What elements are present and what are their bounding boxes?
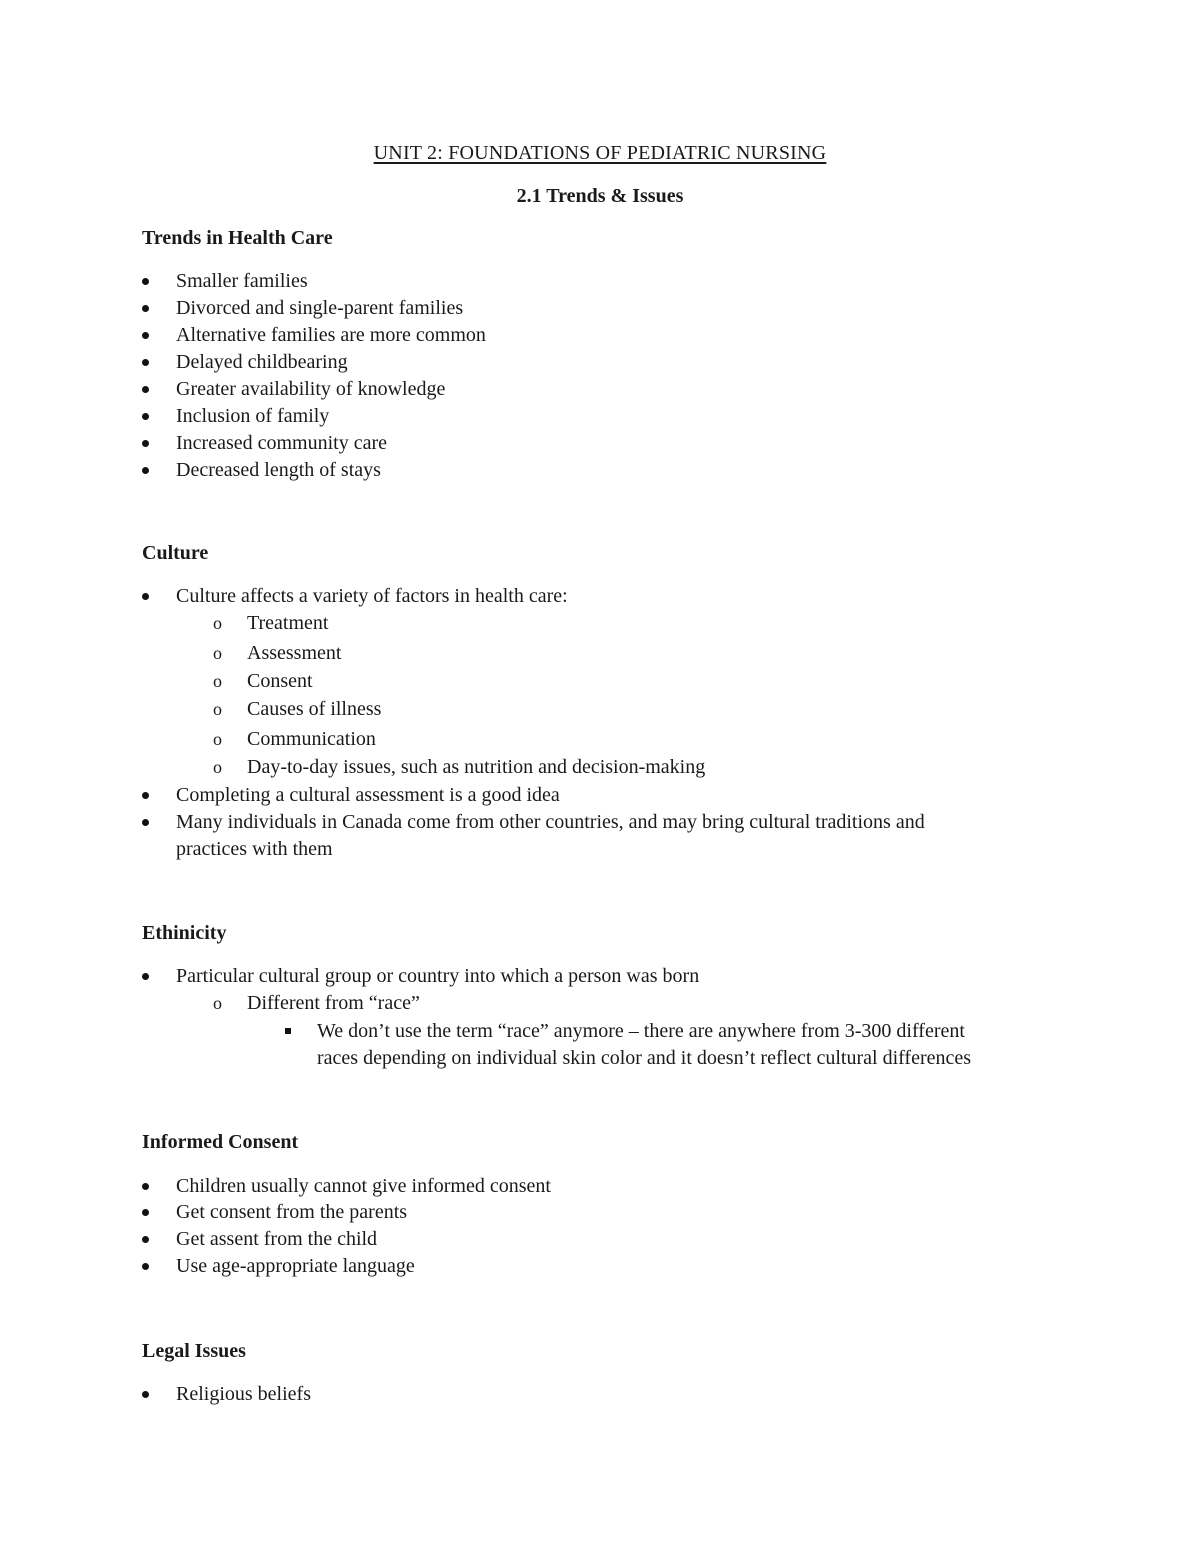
hollow-bullet-icon: o xyxy=(213,729,222,749)
section-heading-ethnicity: Ethinicity xyxy=(142,922,227,944)
section-heading-culture: Culture xyxy=(142,542,209,564)
bullet-icon xyxy=(142,593,149,600)
square-bullet-icon xyxy=(285,1028,291,1034)
section-heading-informed-consent: Informed Consent xyxy=(142,1131,299,1153)
list-item: Smaller families xyxy=(176,268,308,295)
bullet-icon xyxy=(142,359,149,366)
sub-list-item: o Consent xyxy=(247,668,313,695)
list-item: Culture affects a variety of factors in health care: xyxy=(176,583,568,610)
document-title: UNIT 2: FOUNDATIONS OF PEDIATRIC NURSING xyxy=(373,142,827,164)
list-item-continuation: races depending on individual skin color and it doesn’t reflect cultural differences xyxy=(317,1047,972,1069)
hollow-bullet-icon: o xyxy=(213,643,222,663)
list-item: Many individuals in Canada come from other countries, and may bring cultural traditions and xyxy=(176,809,925,836)
list-item: Inclusion of family xyxy=(176,403,329,430)
hollow-bullet-icon: o xyxy=(213,613,222,633)
hollow-bullet-icon: o xyxy=(213,671,222,691)
bullet-icon xyxy=(142,819,149,826)
list-item: Completing a cultural assessment is a good idea xyxy=(176,782,560,809)
list-item: Decreased length of stays xyxy=(176,457,381,484)
bullet-icon xyxy=(142,1391,149,1398)
list-item: Get assent from the child xyxy=(176,1226,377,1253)
sub-list-item: o Assessment xyxy=(247,640,341,667)
bullet-icon xyxy=(142,278,149,285)
list-item: Greater availability of knowledge xyxy=(176,376,445,403)
document-subtitle: 2.1 Trends & Issues xyxy=(516,185,684,207)
sub-sub-list-item: We don’t use the term “race” anymore – there are anywhere from 3-300 different xyxy=(317,1018,965,1045)
hollow-bullet-icon: o xyxy=(213,699,222,719)
bullet-icon xyxy=(142,467,149,474)
sub-list-item: o Different from “race” xyxy=(247,990,420,1017)
sub-list-item: o Treatment xyxy=(247,610,328,637)
list-item: Delayed childbearing xyxy=(176,349,348,376)
hollow-bullet-icon: o xyxy=(213,757,222,777)
bullet-icon xyxy=(142,305,149,312)
bullet-icon xyxy=(142,1263,149,1270)
list-item: Alternative families are more common xyxy=(176,322,486,349)
list-item: Religious beliefs xyxy=(176,1381,311,1408)
list-item: Children usually cannot give informed consent xyxy=(176,1173,551,1200)
bullet-icon xyxy=(142,973,149,980)
bullet-icon xyxy=(142,332,149,339)
sub-list-item: o Day-to-day issues, such as nutrition and decision-making xyxy=(247,754,705,781)
section-heading-trends: Trends in Health Care xyxy=(142,227,333,249)
bullet-icon xyxy=(142,1183,149,1190)
list-item: Increased community care xyxy=(176,430,387,457)
bullet-icon xyxy=(142,1209,149,1216)
sub-list-item: o Causes of illness xyxy=(247,696,381,723)
bullet-icon xyxy=(142,1236,149,1243)
list-item: Get consent from the parents xyxy=(176,1199,407,1226)
list-item: Particular cultural group or country into which a person was born xyxy=(176,963,699,990)
list-item: Use age-appropriate language xyxy=(176,1253,415,1280)
hollow-bullet-icon: o xyxy=(213,993,222,1013)
list-item: Divorced and single-parent families xyxy=(176,295,463,322)
section-heading-legal-issues: Legal Issues xyxy=(142,1340,246,1362)
bullet-icon xyxy=(142,440,149,447)
bullet-icon xyxy=(142,792,149,799)
sub-list-item: o Communication xyxy=(247,726,376,753)
bullet-icon xyxy=(142,413,149,420)
list-item-continuation: practices with them xyxy=(176,838,333,860)
bullet-icon xyxy=(142,386,149,393)
